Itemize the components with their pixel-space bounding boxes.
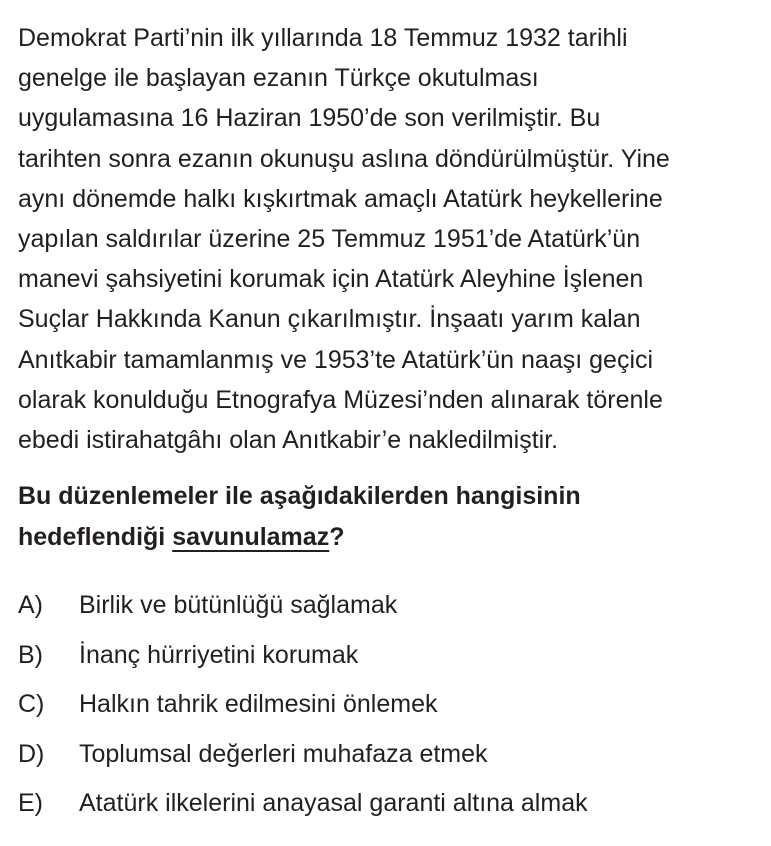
question-line-1: Bu düzenlemeler ile aşağıdakilerden hangisinin [18, 482, 581, 511]
passage-line: Demokrat Parti’nin ilk yıllarında 18 Temmuz 1932 tarihli [18, 24, 628, 52]
option-b[interactable] [18, 631, 763, 681]
question-page [18, 18, 763, 829]
passage-line: Suçlar Hakkında Kanun çıkarılmıştır. İnşaatı yarım kalan [18, 305, 641, 334]
passage-line: ebedi istirahatgâhı olan Anıtkabir’e nakledilmiştir. [18, 426, 559, 455]
passage-text [18, 18, 763, 460]
question-prefix: hedeflendiği [18, 522, 173, 551]
question-emphasis: savunulamaz [172, 522, 330, 551]
passage-line: tarihten sonra ezanın okunuşu aslına döndürülmüştür. Yine [18, 144, 670, 173]
option-c[interactable] [18, 680, 763, 730]
passage-line: uygulamasına 16 Haziran 1950’de son verilmiştir. Bu [18, 104, 601, 133]
option-text: Halkın tahrik edilmesini önlemek [79, 690, 438, 719]
passage-line: aynı dönemde halkı kışkırtmak amaçlı Atatürk heykellerine [18, 184, 663, 213]
question-line-2 [18, 517, 763, 558]
question-stem [18, 476, 763, 557]
option-text: Birlik ve bütünlüğü sağlamak [79, 591, 398, 620]
option-a[interactable] [18, 581, 763, 631]
option-text: Toplumsal değerleri muhafaza etmek [79, 739, 488, 768]
option-d[interactable] [18, 730, 763, 780]
answer-options [18, 581, 763, 829]
passage-line: manevi şahsiyetini korumak için Atatürk Aleyhine İşlenen [18, 265, 644, 294]
passage-line: yapılan saldırılar üzerine 25 Temmuz 1951’de Atatürk’ün [18, 225, 641, 254]
option-letter: D) [18, 739, 45, 768]
option-letter: E) [18, 789, 43, 818]
passage-line: olarak konulduğu Etnografya Müzesi’nden alınarak törenle [18, 385, 663, 414]
passage-line: Anıtkabir tamamlanmış ve 1953’te Atatürk’ün naaşı geçici [18, 345, 654, 374]
option-letter: A) [18, 591, 43, 620]
option-text: İnanç hürriyetini korumak [79, 640, 359, 669]
option-text: Atatürk ilkelerini anayasal garanti altına almak [79, 789, 588, 818]
question-mark: ? [329, 522, 345, 551]
passage-line: genelge ile başlayan ezanın Türkçe okutulması [18, 64, 539, 93]
option-letter: B) [18, 640, 43, 669]
option-e[interactable] [18, 779, 763, 829]
option-letter: C) [18, 690, 45, 719]
